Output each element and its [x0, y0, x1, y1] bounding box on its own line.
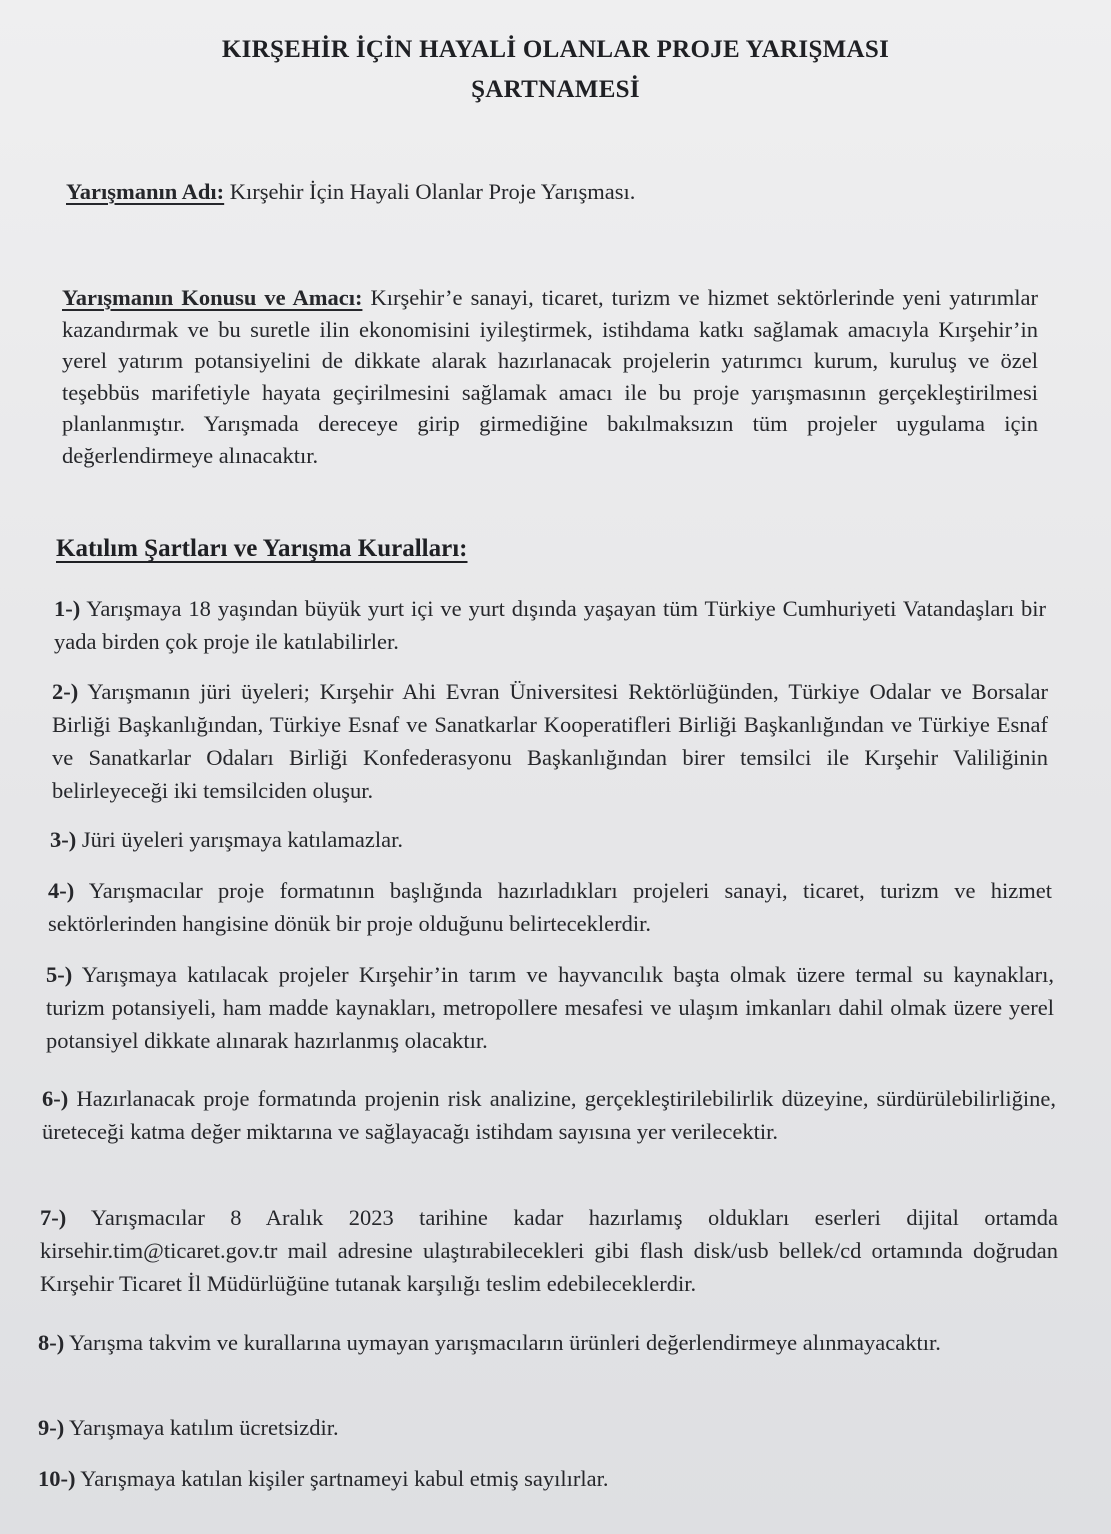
rule-item-7 [40, 1201, 1058, 1300]
rule-number: 7-) [40, 1205, 67, 1230]
rule-text: Yarışmacılar 8 Aralık 2023 tarihine kadar hazırlamış oldukları eserleri dijital ortamda kirsehir.tim@ticaret.gov.tr mail adresine ulaştırabilecekleri gibi flash disk/usb bellek/cd ortamında doğrudan Kırşehir Ticaret İl Müdürlüğüne tutanak karşılığı teslim edebileceklerdir. [40, 1205, 1058, 1296]
title-line-1: KIRŞEHİR İÇİN HAYALİ OLANLAR PROJE YARIŞMASI [221, 36, 890, 63]
rule-number: 1-) [54, 596, 81, 621]
rule-item-8 [38, 1326, 1060, 1359]
rule-text: Hazırlanacak proje formatında projenin risk analizine, gerçekleştirilebilirlik düzeyine, sürdürülebilirliğine, üreteceği katma değer miktarına ve sağlayacağı istihdam sayısına yer verilecektir. [42, 1086, 1056, 1144]
rule-text: Yarışmaya katılım ücretsizdir. [64, 1415, 339, 1440]
rule-item-9 [38, 1411, 1060, 1444]
rule-item-3 [50, 823, 1046, 856]
rule-item-10 [38, 1462, 1060, 1495]
competition-name-text: Kırşehir İçin Hayali Olanlar Proje Yarışması. [224, 179, 636, 204]
rule-text: Yarışmanın jüri üyeleri; Kırşehir Ahi Evran Üniversitesi Rektörlüğünden, Türkiye Odalar ve Borsalar Birliği Başkanlığından, Türkiye Esnaf ve Sanatkarlar Kooperatifleri Birliği Başkanlığından ve Türkiye Esnaf ve Sanatkarlar Odaları Birliği Konfederasyonu Başkanlığından birer temsilci ile Kırşehir Valiliğinin belirleyeceği iki temsilciden oluşur. [52, 679, 1048, 803]
rule-text: Yarışmaya katılacak projeler Kırşehir’in tarım ve hayvancılık başta olmak üzere termal su kaynakları, turizm potansiyeli, ham madde kaynakları, metropollere mesafesi ve ulaşım imkanları dahil olmak üzere yerel potansiyel dikkate alınarak hazırlanmış olacaktır. [46, 962, 1054, 1053]
rule-item-6 [42, 1082, 1056, 1148]
rule-number: 9-) [38, 1415, 65, 1440]
rule-text: Yarışma takvim ve kurallarına uymayan yarışmacıların ürünleri değerlendirmeye alınmayacaktır. [64, 1330, 941, 1355]
rule-number: 6-) [42, 1086, 69, 1111]
competition-name-label: Yarışmanın Adı: [66, 179, 225, 204]
rule-item-5 [46, 958, 1054, 1057]
rule-item-1 [54, 592, 1046, 658]
rule-text: Yarışmaya katılan kişiler şartnameyi kabul etmiş sayılırlar. [75, 1466, 609, 1491]
rule-number: 3-) [50, 827, 77, 852]
rule-number: 2-) [52, 679, 79, 704]
rule-number: 10-) [38, 1466, 76, 1491]
purpose-label: Yarışmanın Konusu ve Amacı: [62, 285, 363, 310]
purpose-paragraph [62, 282, 1038, 471]
rule-number: 5-) [46, 962, 73, 987]
competition-name-paragraph [66, 176, 1046, 208]
purpose-text: Kırşehir’e sanayi, ticaret, turizm ve hizmet sektörlerinde yeni yatırımlar kazandırmak ve bu suretle ilin ekonomisini iyileştirmek, istihdama katkı sağlamak amacıyla Kırşehir’in yerel yatırım potansiyelini de dikkate alarak hazırlanacak projelerin yatırımcı kurum, kuruluş ve özel teşebbüs marifetiyle hayata geçirilmesini sağlamak amacı ile bu proje yarışmasının gerçekleştirilmesi planlanmıştır. Yarışmada dereceye girip girmediğine bakılmaksızın tüm projeler uygulama için değerlendirmeye alınacaktır. [62, 285, 1038, 468]
rule-item-2 [52, 675, 1048, 807]
rule-item-4 [48, 874, 1052, 940]
document-title [0, 30, 1111, 110]
title-line-2: ŞARTNAMESİ [471, 76, 640, 103]
rule-text: Yarışmaya 18 yaşından büyük yurt içi ve yurt dışında yaşayan tüm Türkiye Cumhuriyeti Vatandaşları bir yada birden çok proje ile katılabilirler. [54, 596, 1046, 654]
rule-text: Jüri üyeleri yarışmaya katılamazlar. [76, 827, 403, 852]
rule-text: Yarışmacılar proje formatının başlığında hazırladıkları projeleri sanayi, ticaret, turizm ve hizmet sektörlerinden hangisine dönük bir proje olduğunu belirteceklerdir. [48, 878, 1052, 936]
rule-number: 4-) [48, 878, 75, 903]
rule-number: 8-) [38, 1330, 65, 1355]
rules-heading: Katılım Şartları ve Yarışma Kuralları: [56, 535, 468, 562]
